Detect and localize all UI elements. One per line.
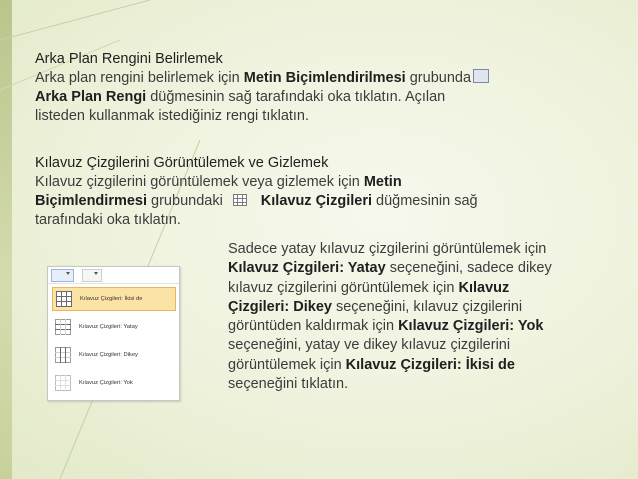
- screenshot-toolbar: [48, 267, 179, 284]
- section1-bold1: Metin Biçimlendirilmesi: [243, 70, 406, 86]
- menu-item-none[interactable]: [52, 371, 176, 395]
- gridlines-dropdown-screenshot: [47, 266, 180, 401]
- menu-item-horizontal[interactable]: [52, 315, 176, 339]
- gridlines-button-icon: [51, 269, 74, 282]
- section-gridlines: [35, 154, 575, 230]
- gridlines-icon: [233, 194, 247, 206]
- chevron-down-icon: [66, 272, 70, 275]
- section-gridline-options: [228, 240, 558, 394]
- section3-paragraph: Sadece yatay kılavuz çizgilerini görüntülemek için Kılavuz Çizgileri: Yatay seçeneğini, sadece dikey kılavuz çizgilerini görüntülemek için Kılavuz Çizgileri: Dikey seçeneğini, kılavuz çizgilerini görüntüden kaldırmak için Kılavuz Çizgileri: Yok seçeneğini, yatay ve dikey kılavuz çizgilerini görüntülemek için Kılavuz Çizgileri: İkisi de seçeneğini tıklatın.: [228, 241, 552, 393]
- section2-line2: Biçimlendirmesi grubundaki Kılavuz Çizgileri düğmesinin sağ: [35, 193, 478, 209]
- menu-item-vertical[interactable]: [52, 343, 176, 367]
- grid-vertical-icon: [55, 347, 71, 363]
- table-button-icon: [82, 269, 102, 282]
- grid-both-icon: [56, 291, 72, 307]
- grid-none-icon: [55, 375, 71, 391]
- menu-item-label: Kılavuz Çizgileri: Dikey: [79, 352, 138, 358]
- section1-line2: Arka Plan Rengi düğmesinin sağ tarafındaki oka tıklatın. Açılan: [35, 89, 446, 105]
- section2-line3: tarafındaki oka tıklatın.: [35, 212, 181, 228]
- section1-title: Arka Plan Rengini Belirlemek: [35, 51, 223, 67]
- section2-bold2: Biçimlendirmesi: [35, 193, 148, 209]
- background-color-icon: [473, 69, 489, 83]
- section2-bold1: Metin: [363, 174, 402, 190]
- section-background-color: [35, 50, 555, 126]
- section1-line3: listeden kullanmak istediğiniz rengi tıklatın.: [35, 108, 310, 124]
- chevron-down-icon: [94, 272, 98, 275]
- menu-item-label: Kılavuz Çizgileri: İkisi de: [80, 296, 143, 302]
- section2-bold3: Kılavuz Çizgileri: [260, 193, 372, 209]
- section1-line1: Arka plan rengini belirlemek için Metin Biçimlendirilmesi grubunda: [35, 69, 555, 88]
- section2-title: Kılavuz Çizgilerini Görüntülemek ve Gizlemek: [35, 155, 329, 171]
- grid-horizontal-icon: [55, 319, 71, 335]
- menu-item-both[interactable]: [52, 287, 176, 311]
- section2-line1: Kılavuz çizgilerini görüntülemek veya gizlemek için Metin: [35, 174, 402, 190]
- menu-item-label: Kılavuz Çizgileri: Yatay: [79, 324, 138, 330]
- menu-item-label: Kılavuz Çizgileri: Yok: [79, 380, 133, 386]
- section1-bold2: Arka Plan Rengi: [35, 89, 147, 105]
